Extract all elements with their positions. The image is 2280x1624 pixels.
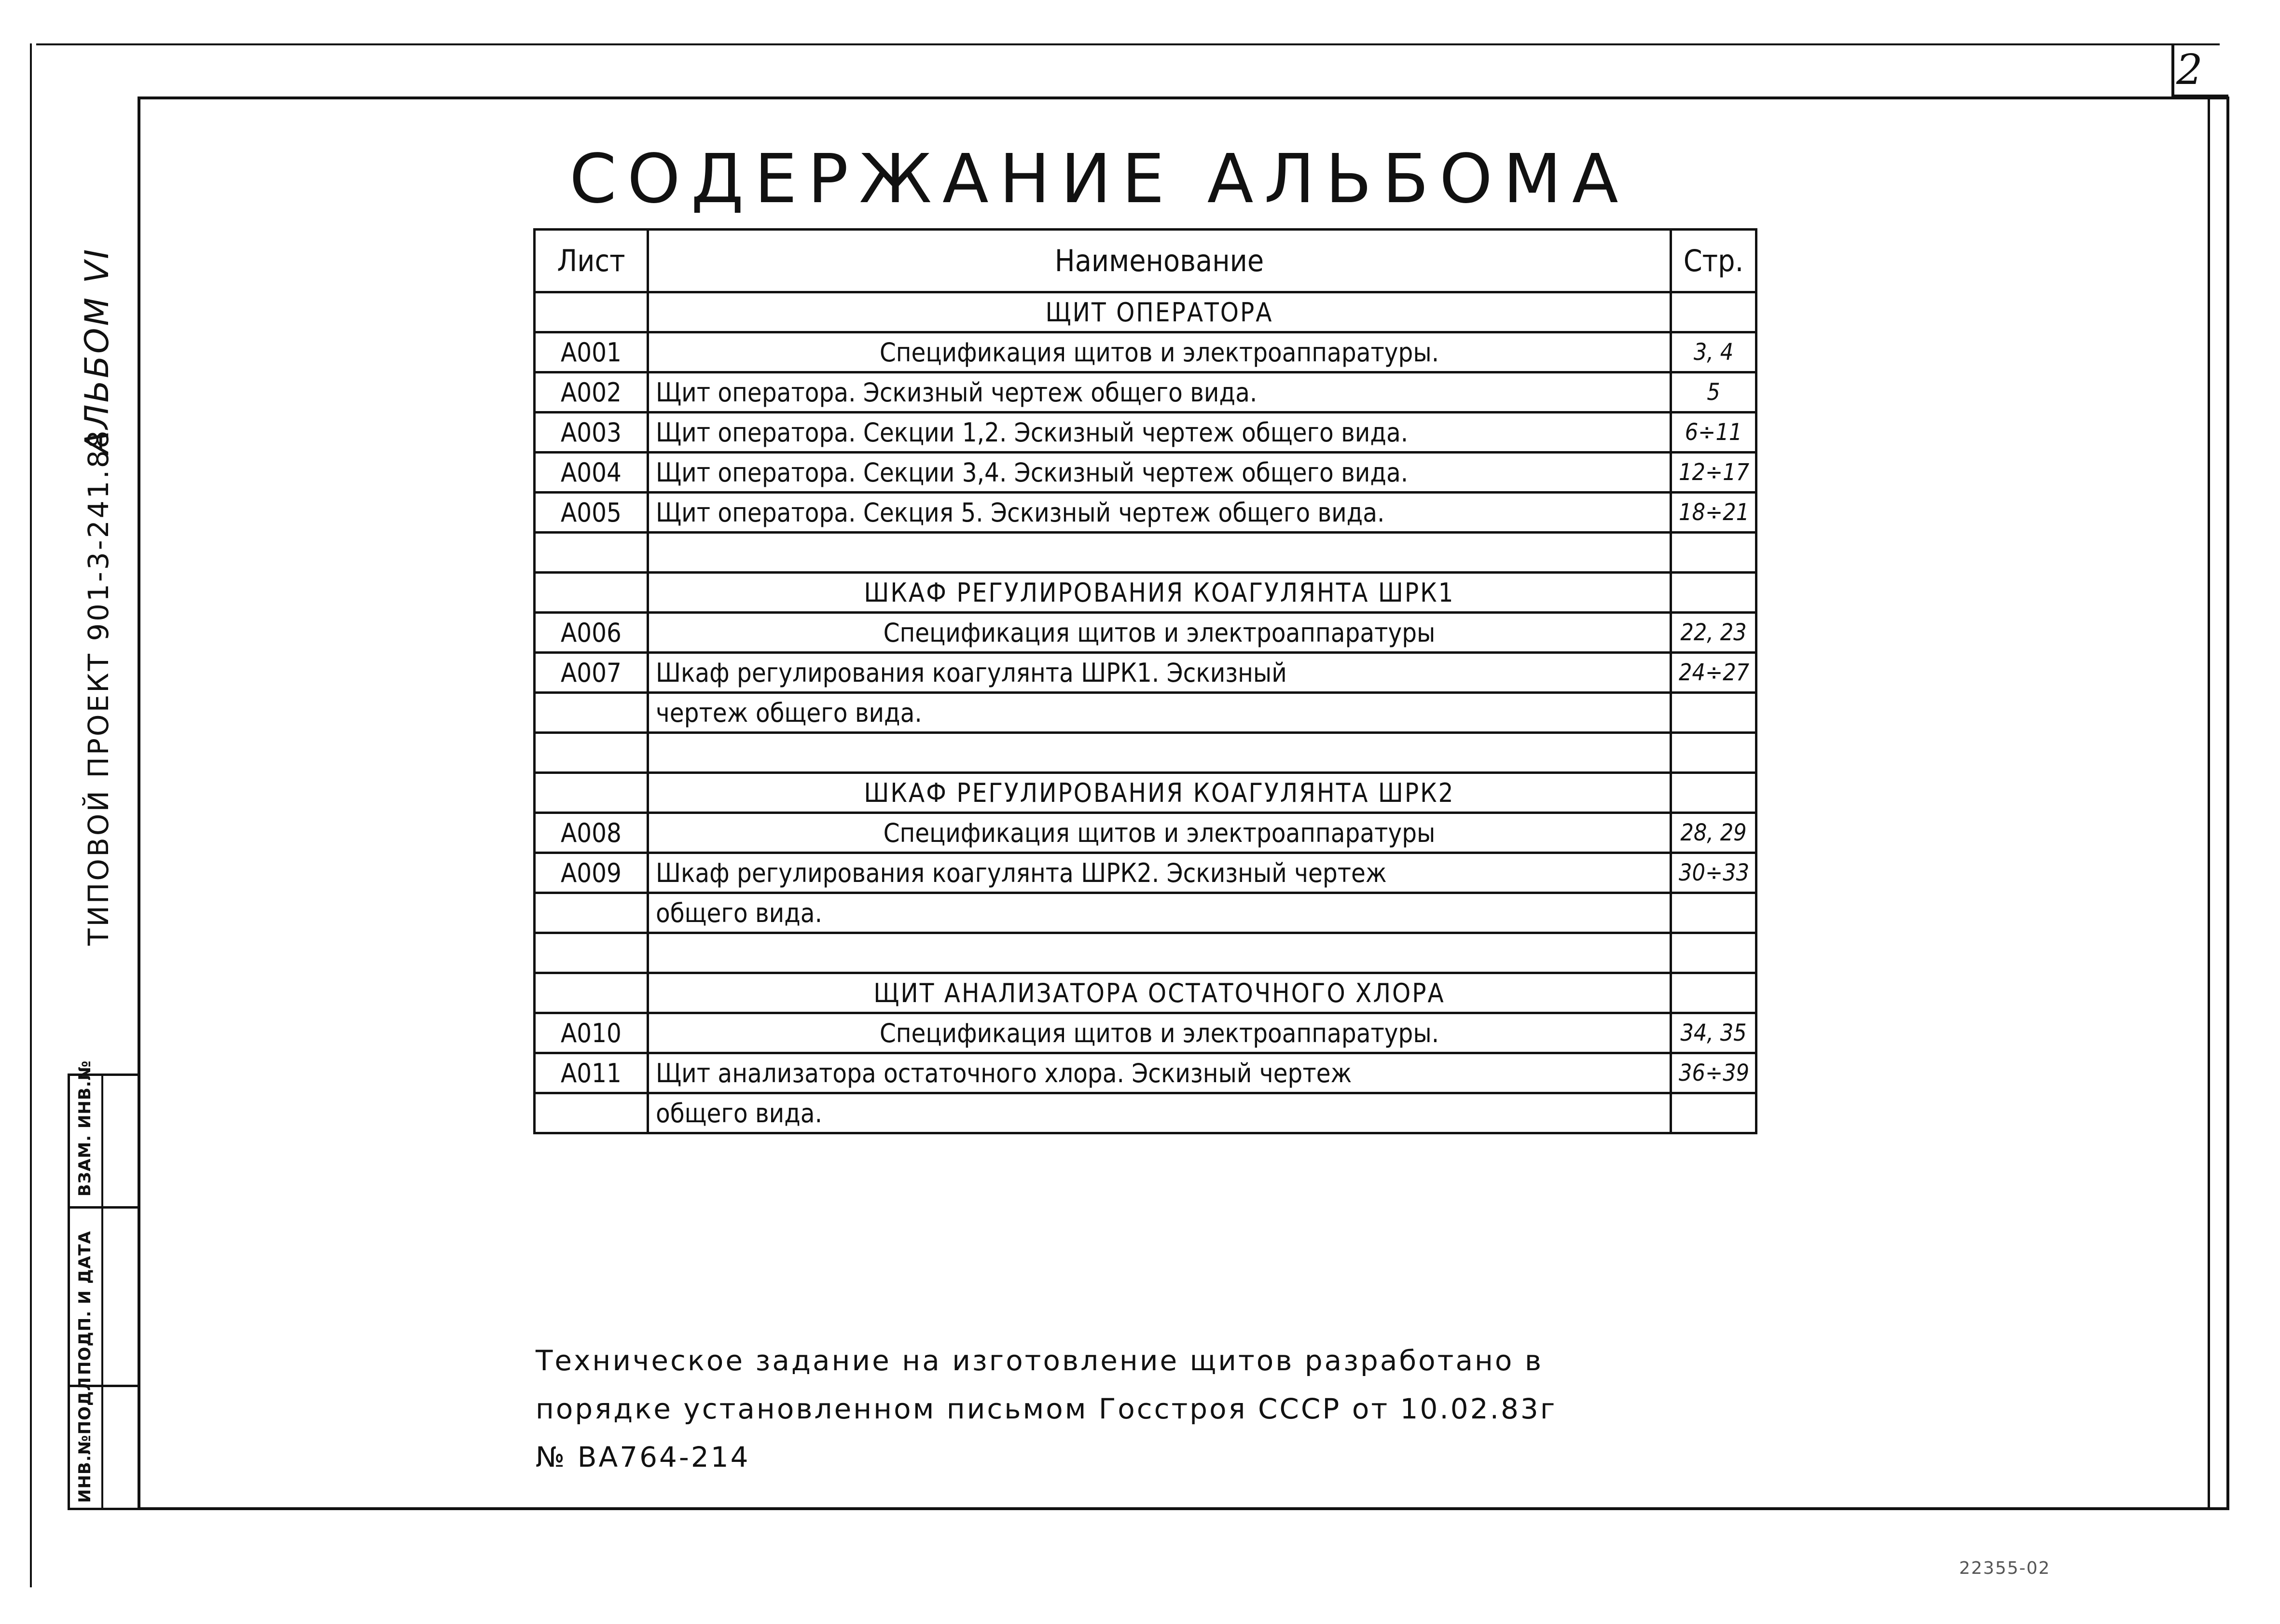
- sheet-code: А002: [535, 372, 648, 413]
- section-title: ШКАФ РЕГУЛИРОВАНИЯ КОАГУЛЯНТА ШРК2: [648, 773, 1671, 813]
- section-title: ШКАФ РЕГУЛИРОВАНИЯ КОАГУЛЯНТА ШРК1: [648, 573, 1671, 613]
- page-range: [1671, 573, 1756, 613]
- table-row: [535, 853, 1756, 893]
- sheet-code: А003: [535, 413, 648, 453]
- header-page: Стр.: [1671, 230, 1756, 292]
- page-range: 12÷17: [1671, 453, 1756, 493]
- table-row: [535, 332, 1756, 372]
- page-range: 5: [1671, 372, 1756, 413]
- page-range: [1671, 733, 1756, 773]
- page-range: 36÷39: [1671, 1053, 1756, 1093]
- page-range: [1671, 773, 1756, 813]
- item-name: Спецификация щитов и электроаппаратуры.: [648, 1013, 1671, 1053]
- table-row: [535, 653, 1756, 693]
- page-range: 18÷21: [1671, 493, 1756, 533]
- sheet-code: [535, 933, 648, 973]
- table-row: [535, 693, 1756, 733]
- page-range: 28, 29: [1671, 813, 1756, 853]
- album-label: АЛЬБОМ VI: [78, 247, 116, 454]
- right-frame-inner-line: [2208, 96, 2210, 1510]
- item-name: Спецификация щитов и электроаппаратуры: [648, 813, 1671, 853]
- page-range: [1671, 1093, 1756, 1133]
- sheet-code: [535, 1093, 648, 1133]
- sheet-code: А007: [535, 653, 648, 693]
- stamp-replace-inv: ВЗАМ. ИНВ.№: [75, 1060, 95, 1197]
- sheet-code: А001: [535, 332, 648, 372]
- table-row: [535, 733, 1756, 773]
- page-range: [1671, 973, 1756, 1013]
- item-name: Щит оператора. Эскизный чертеж общего вида.: [648, 372, 1671, 413]
- page-range: [1671, 292, 1756, 332]
- sheet-code: [535, 292, 648, 332]
- item-name: [648, 533, 1671, 573]
- table-row: [535, 573, 1756, 613]
- sheet-code: [535, 573, 648, 613]
- item-name: общего вида.: [648, 893, 1671, 933]
- note-line-3: № ВА764-214: [536, 1441, 750, 1473]
- sheet-code: А009: [535, 853, 648, 893]
- page-range: 6÷11: [1671, 413, 1756, 453]
- table-row: [535, 773, 1756, 813]
- page-range: [1671, 893, 1756, 933]
- page-range: [1671, 533, 1756, 573]
- header-sheet: Лист: [535, 230, 648, 292]
- stamp-divider-vertical: [101, 1073, 103, 1510]
- table-row: [535, 893, 1756, 933]
- header-name: Наименование: [648, 230, 1671, 292]
- outer-frame-left: [30, 43, 32, 1587]
- stamp-sign-date: ПОДП. И ДАТА: [75, 1230, 95, 1375]
- page-range: 34, 35: [1671, 1013, 1756, 1053]
- sheet-code: [535, 733, 648, 773]
- sheet-code: А004: [535, 453, 648, 493]
- page-range: [1671, 933, 1756, 973]
- page-range: 24÷27: [1671, 653, 1756, 693]
- inventory-mark: 22355-02: [1959, 1558, 2051, 1578]
- page-range: 22, 23: [1671, 613, 1756, 653]
- item-name: Щит анализатора остаточного хлора. Эскизный чертеж: [648, 1053, 1671, 1093]
- note-line-2: порядке установленном письмом Госстроя СССР от 10.02.83г: [536, 1392, 1557, 1425]
- note-line-1: Техническое задание на изготовление щитов разработано в: [536, 1344, 1544, 1377]
- item-name: Шкаф регулирования коагулянта ШРК1. Эскизный: [648, 653, 1671, 693]
- item-name: [648, 933, 1671, 973]
- item-name: чертеж общего вида.: [648, 693, 1671, 733]
- table-row: [535, 372, 1756, 413]
- item-name: Спецификация щитов и электроаппаратуры.: [648, 332, 1671, 372]
- sheet-code: А008: [535, 813, 648, 853]
- table-row: [535, 1013, 1756, 1053]
- table-row: [535, 1053, 1756, 1093]
- sheet-code: А006: [535, 613, 648, 653]
- sheet-code: [535, 533, 648, 573]
- table-row: [535, 413, 1756, 453]
- table-row: [535, 453, 1756, 493]
- item-name: Спецификация щитов и электроаппаратуры: [648, 613, 1671, 653]
- page-range: 3, 4: [1671, 332, 1756, 372]
- item-name: Шкаф регулирования коагулянта ШРК2. Эскизный чертеж: [648, 853, 1671, 893]
- sheet-code: А005: [535, 493, 648, 533]
- section-title: ЩИТ АНАЛИЗАТОРА ОСТАТОЧНОГО ХЛОРА: [648, 973, 1671, 1013]
- section-title: ЩИТ ОПЕРАТОРА: [648, 292, 1671, 332]
- table-row: [535, 813, 1756, 853]
- page-range: [1671, 693, 1756, 733]
- sheet-code: А010: [535, 1013, 648, 1053]
- item-name: Щит оператора. Секции 3,4. Эскизный чертеж общего вида.: [648, 453, 1671, 493]
- page-title: СОДЕРЖАНИЕ АЛЬБОМА: [569, 140, 1629, 219]
- item-name: общего вида.: [648, 1093, 1671, 1133]
- contents-table: [533, 228, 1757, 1134]
- technical-note: [536, 1336, 1557, 1481]
- item-name: Щит оператора. Секция 5. Эскизный чертеж общего вида.: [648, 493, 1671, 533]
- item-name: [648, 733, 1671, 773]
- sheet-code: [535, 773, 648, 813]
- sheet-code: А011: [535, 1053, 648, 1093]
- outer-frame-top: [36, 43, 2220, 45]
- project-code-label: ТИПОВОЙ ПРОЕКТ 901-3-241.88: [82, 428, 115, 946]
- table-row: [535, 533, 1756, 573]
- table-header-row: [535, 230, 1756, 292]
- table-row: [535, 292, 1756, 332]
- sheet-code: [535, 973, 648, 1013]
- table-row: [535, 493, 1756, 533]
- item-name: Щит оператора. Секции 1,2. Эскизный чертеж общего вида.: [648, 413, 1671, 453]
- table-row: [535, 613, 1756, 653]
- page-number: 2: [2176, 46, 2203, 94]
- stamp-divider-1: [68, 1206, 140, 1209]
- stamp-inv-no: ИНВ.№ПОДЛ: [75, 1376, 95, 1503]
- table-row: [535, 973, 1756, 1013]
- sheet-code: [535, 893, 648, 933]
- table-row: [535, 1093, 1756, 1133]
- table-row: [535, 933, 1756, 973]
- sheet-code: [535, 693, 648, 733]
- page-range: 30÷33: [1671, 853, 1756, 893]
